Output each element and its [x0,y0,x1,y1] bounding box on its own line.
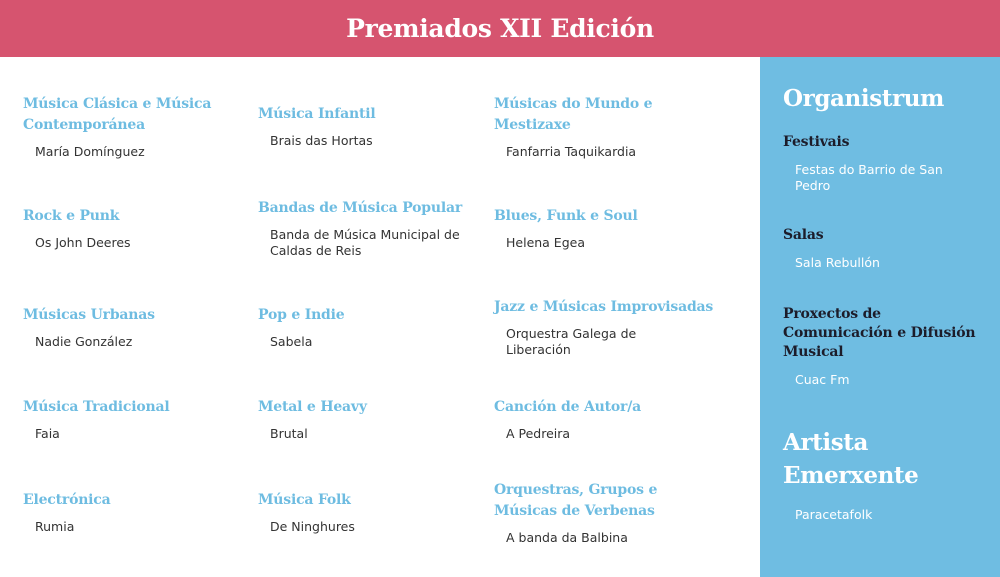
award-item [494,397,709,442]
award-item [494,206,709,251]
award-category: Música Clásica e Música Contemporánea [23,96,212,133]
award-winner: Fanfarria Taquikardia [506,144,637,159]
award-winner: Faia [35,426,60,441]
award-item [494,297,724,358]
sidebar [760,57,1000,577]
award-item [23,94,238,160]
sidebar-winner: Cuac Fm [795,372,850,387]
award-item [23,490,238,535]
emergent-title: Artista Emerxente [783,429,919,489]
award-category: Músicas do Mundo e Mestizaxe [494,96,653,133]
award-item [258,198,468,259]
award-winner: A banda da Balbina [506,530,628,545]
award-category: Bandas de Música Popular [258,200,463,216]
award-category: Música Infantil [258,106,376,122]
page-header [0,0,1000,57]
award-item [258,397,473,442]
award-winner: Brais das Hortas [270,133,373,148]
award-category: Orquestras, Grupos e Músicas de Verbenas [494,482,658,519]
sidebar-category: Festivais [783,134,850,150]
award-winner: María Domínguez [35,144,145,159]
award-category: Jazz e Músicas Improvisadas [494,299,714,315]
award-category: Música Tradicional [23,399,170,415]
award-winner: Os John Deeres [35,235,131,250]
award-winner: De Ninghures [270,519,355,534]
award-winner: Rumia [35,519,75,534]
sidebar-winner: Paracetafolk [795,507,873,522]
award-category: Metal e Heavy [258,399,367,415]
award-item [258,305,473,350]
sidebar-category: Salas [783,227,824,243]
award-item [258,104,473,149]
award-category: Pop e Indie [258,307,345,323]
sidebar-winner: Sala Rebullón [795,255,880,270]
award-winner: Sabela [270,334,313,349]
award-winner: Brutal [270,426,308,441]
award-category: Música Folk [258,492,351,508]
award-winner: Helena Egea [506,235,585,250]
award-category: Blues, Funk e Soul [494,208,638,224]
award-item [258,490,473,535]
sidebar-section-proxectos [783,305,993,388]
award-winner: Banda de Música Municipal de Caldas de Reis [270,227,460,258]
sidebar-winner: Festas do Barrio de San Pedro [795,162,943,193]
award-category: Canción de Autor/a [494,399,642,415]
award-item [23,305,238,350]
award-item [23,206,238,251]
sidebar-category: Proxectos de Comunicación e Difusión Musical [783,306,976,360]
sidebar-section-salas [783,226,993,271]
award-winner: Orquestra Galega de Liberación [506,326,637,357]
award-category: Electrónica [23,492,111,508]
award-category: Rock e Punk [23,208,120,224]
sidebar-section-emergent [783,499,993,523]
award-winner: A Pedreira [506,426,571,441]
award-item [494,94,709,160]
award-category: Músicas Urbanas [23,307,155,323]
awards-grid [0,57,760,577]
page-title: Premiados XII Edición [346,14,654,43]
sidebar-section-festivais [783,133,993,194]
organistrum-title: Organistrum [783,85,944,112]
award-item [494,480,709,546]
award-winner: Nadie González [35,334,133,349]
award-item [23,397,238,442]
